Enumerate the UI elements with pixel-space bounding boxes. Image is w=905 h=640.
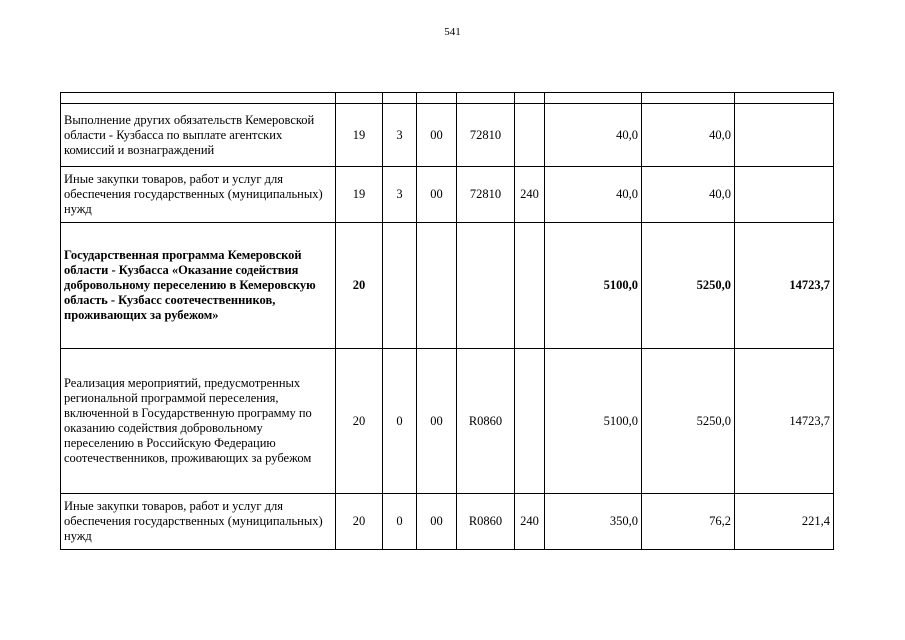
row-amount-2: 40,0 xyxy=(642,167,735,223)
row-amount-3 xyxy=(735,167,834,223)
row-name: Иные закупки товаров, работ и услуг для обеспечения государственных (муниципальных) нужд xyxy=(61,167,336,223)
row-program-code: 20 xyxy=(336,223,383,349)
table-row xyxy=(61,223,834,349)
row-program-code: 20 xyxy=(336,349,383,494)
row-amount-1: 5100,0 xyxy=(545,223,642,349)
table-top-gap xyxy=(61,93,834,104)
row-amount-1: 40,0 xyxy=(545,167,642,223)
row-name: Реализация мероприятий, предусмотренных региональной программой переселения, включенной в Государственную программу по оказанию содействия добровольному переселению в Российскую Федерацию соотечественников, проживающих за рубежом xyxy=(61,349,336,494)
row-type-code: 240 xyxy=(515,167,545,223)
row-subprogram-code: 3 xyxy=(383,104,417,167)
row-amount-3: 14723,7 xyxy=(735,349,834,494)
row-expense-code: 72810 xyxy=(457,104,515,167)
row-name: Иные закупки товаров, работ и услуг для обеспечения государственных (муниципальных) нужд xyxy=(61,494,336,550)
row-amount-2: 5250,0 xyxy=(642,223,735,349)
row-amount-1: 5100,0 xyxy=(545,349,642,494)
row-type-code xyxy=(515,104,545,167)
row-subprogram-code: 0 xyxy=(383,349,417,494)
row-program-code: 19 xyxy=(336,167,383,223)
row-name: Выполнение других обязательств Кемеровской области - Кузбасса по выплате агентских комиссий и вознаграждений xyxy=(61,104,336,167)
row-expense-code xyxy=(457,223,515,349)
row-program-code: 19 xyxy=(336,104,383,167)
budget-table xyxy=(60,92,834,550)
row-direction-code: 00 xyxy=(417,494,457,550)
row-type-code: 240 xyxy=(515,494,545,550)
row-amount-3: 221,4 xyxy=(735,494,834,550)
table-row xyxy=(61,167,834,223)
row-expense-code: R0860 xyxy=(457,349,515,494)
row-expense-code: 72810 xyxy=(457,167,515,223)
row-amount-2: 76,2 xyxy=(642,494,735,550)
row-amount-1: 350,0 xyxy=(545,494,642,550)
table-row xyxy=(61,494,834,550)
row-amount-3 xyxy=(735,104,834,167)
row-direction-code: 00 xyxy=(417,349,457,494)
table-row xyxy=(61,349,834,494)
row-expense-code: R0860 xyxy=(457,494,515,550)
row-program-code: 20 xyxy=(336,494,383,550)
row-amount-2: 40,0 xyxy=(642,104,735,167)
row-subprogram-code xyxy=(383,223,417,349)
row-type-code xyxy=(515,223,545,349)
row-amount-2: 5250,0 xyxy=(642,349,735,494)
row-type-code xyxy=(515,349,545,494)
table-row xyxy=(61,104,834,167)
row-direction-code: 00 xyxy=(417,167,457,223)
row-direction-code: 00 xyxy=(417,104,457,167)
row-amount-3: 14723,7 xyxy=(735,223,834,349)
row-direction-code xyxy=(417,223,457,349)
page-number: 541 xyxy=(444,26,461,38)
row-name: Государственная программа Кемеровской области - Кузбасса «Оказание содействия добровольному переселению в Кемеровскую область - Кузбасс соотечественников, проживающих за рубежом» xyxy=(61,223,336,349)
row-subprogram-code: 3 xyxy=(383,167,417,223)
row-subprogram-code: 0 xyxy=(383,494,417,550)
row-amount-1: 40,0 xyxy=(545,104,642,167)
